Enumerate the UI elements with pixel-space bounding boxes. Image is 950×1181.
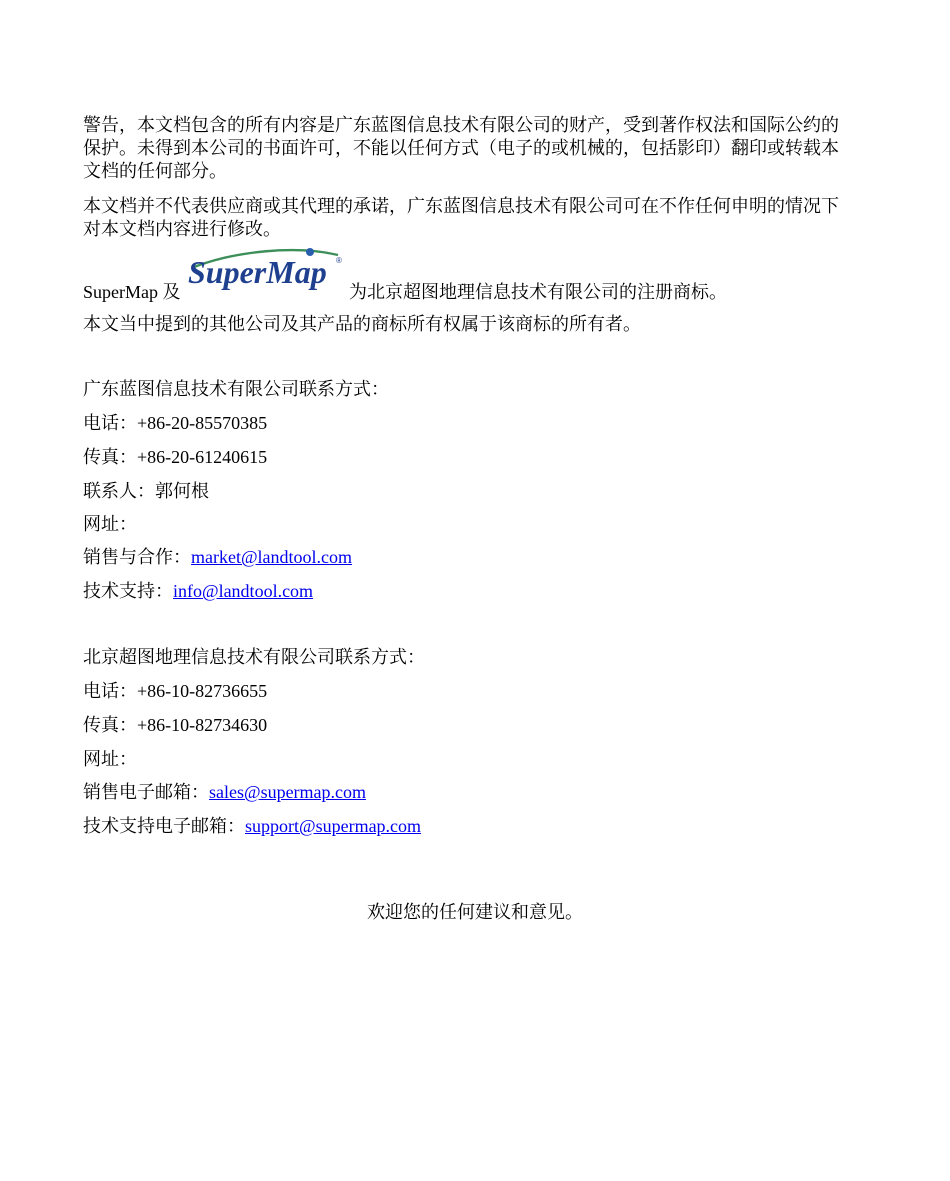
phone-label: 电话：: [83, 413, 137, 433]
guangdong-sales-row: [83, 546, 843, 569]
logo-registered-mark: ®: [336, 256, 342, 265]
trademark-suffix: 为北京超图地理信息技术有限公司的注册商标。: [349, 282, 727, 302]
contact-label: 联系人：: [83, 481, 155, 501]
website-label: 网址：: [83, 749, 137, 769]
sales-email-link[interactable]: market@landtool.com: [191, 547, 353, 567]
phone-value: +86-20-85570385: [137, 413, 268, 433]
beijing-heading: 北京超图地理信息技术有限公司联系方式：: [83, 647, 425, 667]
copyright-warning: 警告，本文档包含的所有内容是广东蓝图信息技术有限公司的财产，受到著作权法和国际公约的保护。未得到本公司的书面许可，不能以任何方式（电子的或机械的，包括影印）翻印或转载本文档的任何部分。: [83, 115, 839, 181]
guangdong-contact-row: [83, 480, 843, 503]
guangdong-fax-row: [83, 446, 843, 469]
logo-wordmark: SuperMap: [188, 254, 327, 290]
support-email-link[interactable]: support@supermap.com: [245, 816, 422, 836]
phone-label: 电话：: [83, 681, 137, 701]
guangdong-support-row: [83, 580, 843, 603]
phone-value: +86-10-82736655: [137, 681, 268, 701]
fax-label: 传真：: [83, 447, 137, 467]
beijing-sales-row: [83, 781, 843, 804]
fax-value: +86-10-82734630: [137, 715, 268, 735]
trademark-owners-note: 本文当中提到的其他公司及其产品的商标所有权属于该商标的所有者。: [83, 314, 641, 334]
beijing-contact: [83, 646, 843, 838]
sales-label: 销售电子邮箱：: [83, 782, 209, 802]
closing-message: 欢迎您的任何建议和意见。: [367, 902, 583, 922]
trademark-prefix: SuperMap 及: [83, 282, 181, 302]
beijing-website-row: [83, 748, 843, 771]
beijing-support-row: [83, 815, 843, 838]
sales-email-link[interactable]: sales@supermap.com: [209, 782, 367, 802]
fax-value: +86-20-61240615: [137, 447, 268, 467]
document-page: [83, 114, 843, 838]
fax-label: 传真：: [83, 715, 137, 735]
guangdong-phone-row: [83, 412, 843, 435]
guangdong-website-row: [83, 513, 843, 536]
guangdong-contact: [83, 378, 843, 603]
supermap-logo: [186, 247, 346, 295]
support-label: 技术支持电子邮箱：: [83, 816, 245, 836]
website-label: 网址：: [83, 514, 137, 534]
disclaimer: 本文档并不代表供应商或其代理的承诺，广东蓝图信息技术有限公司可在不作任何申明的情况下对本文档内容进行修改。: [83, 196, 839, 239]
guangdong-heading: 广东蓝图信息技术有限公司联系方式：: [83, 379, 389, 399]
support-email-link[interactable]: info@landtool.com: [173, 581, 314, 601]
support-label: 技术支持：: [83, 581, 173, 601]
contact-value: 郭何根: [155, 481, 209, 501]
beijing-phone-row: [83, 680, 843, 703]
trademark-statement: [83, 247, 843, 313]
sales-label: 销售与合作：: [83, 547, 191, 567]
beijing-fax-row: [83, 714, 843, 737]
